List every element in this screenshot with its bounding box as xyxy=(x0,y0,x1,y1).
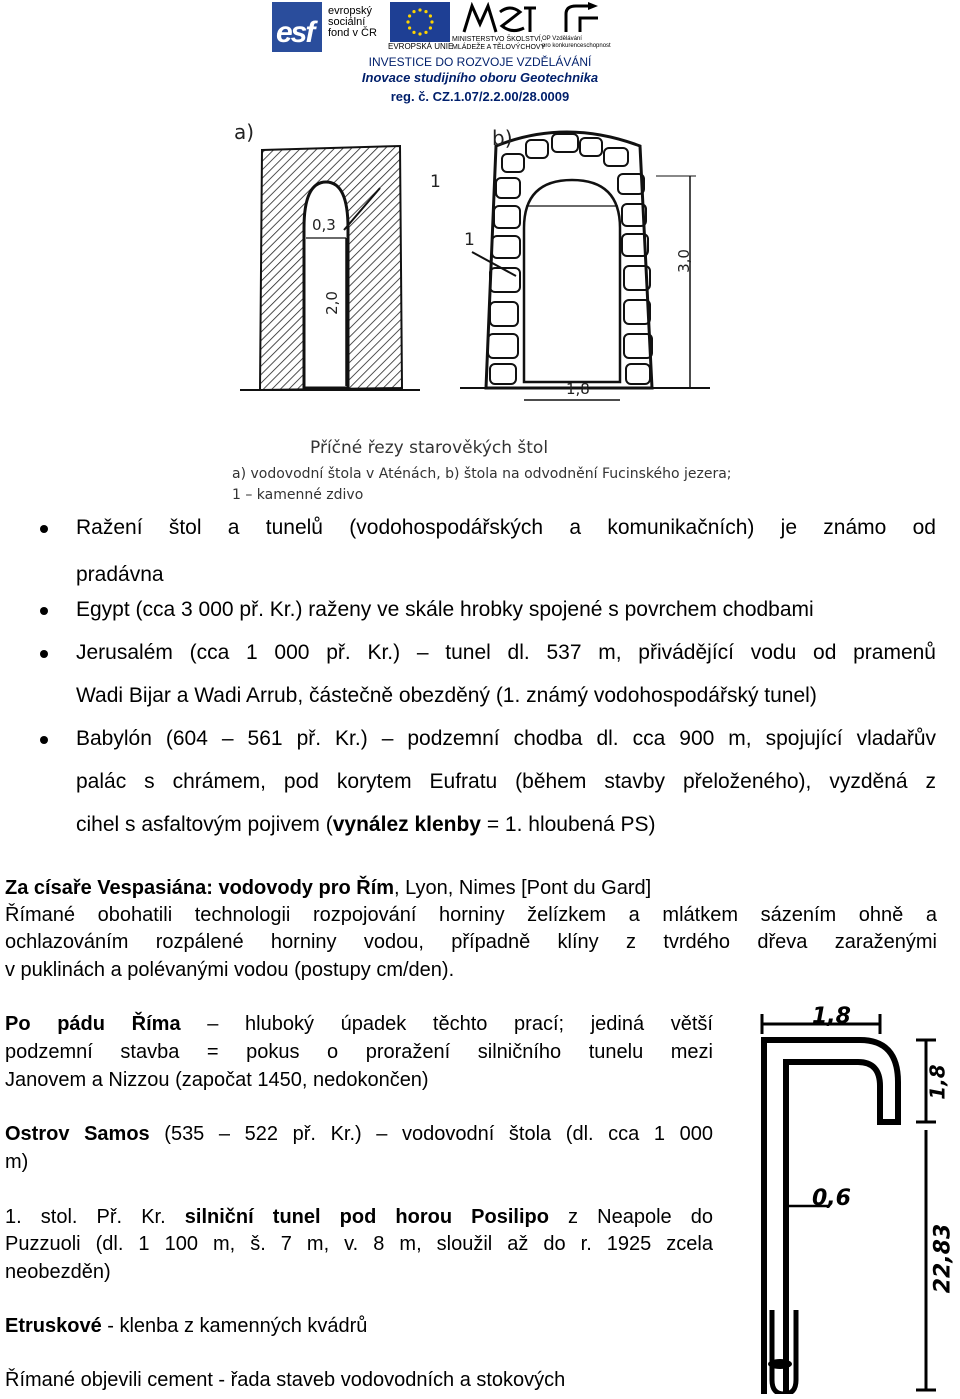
dim-inner-0-6: 0,6 xyxy=(812,1186,851,1211)
dim-0-3: 0,3 xyxy=(312,216,336,234)
paragraph-line: v puklinách a polévanými vodou (postupy cm/den). xyxy=(5,959,455,981)
eu-caption: EVROPSKÁ UNIE xyxy=(388,42,454,51)
figure-caption-title: Příčné řezy starověkých štol xyxy=(310,438,549,458)
paragraph-line: neobezděn) xyxy=(5,1261,111,1283)
bullet-icon xyxy=(40,736,48,744)
cross-section-drawing xyxy=(220,118,740,438)
dim-1-8: 1,8 xyxy=(566,380,590,398)
header xyxy=(0,0,960,112)
tunnel-profile-figure xyxy=(740,1004,960,1394)
paragraph-samos: Ostrov Samos (535 – 522 př. Kr.) – vodovodní štola (dl. cca 1 000 xyxy=(5,1123,714,1145)
label-1-a: 1 xyxy=(430,172,441,192)
dim-top-1-8: 1,8 xyxy=(812,1004,851,1029)
bullet-icon xyxy=(40,525,48,533)
label-a: a) xyxy=(234,120,255,144)
label-b: b) xyxy=(492,126,513,150)
dim-3-0: 3,0 xyxy=(674,249,693,273)
paragraph-line: Puzzuoli (dl. 1 100 m, š. 7 m, v. 8 m, sloužil až do r. 1925 zcela xyxy=(5,1233,713,1255)
paragraph-line: podzemní stavba = pokus o proražení silničního tunelu mezi xyxy=(5,1041,713,1063)
dim-2-0: 2,0 xyxy=(322,291,341,315)
project-line-1: INVESTICE DO ROZVOJE VZDĚLÁVÁNÍ xyxy=(368,55,592,69)
logo-strip xyxy=(272,2,617,54)
paragraph-line: Janovem a Nizzou (započat 1450, nedokončen) xyxy=(5,1069,429,1091)
paragraph-cement: Římané objevili cement - řada staveb vodovodních a stokových xyxy=(5,1369,566,1391)
op-caption: OP Vzdělávání pro konkurenceschopnost xyxy=(542,36,611,49)
bullet-icon xyxy=(40,650,48,658)
msmt-caption: MINISTERSTVO ŠKOLSTVÍ, MLÁDEŽE A TĚLOVÝCHOVY xyxy=(452,36,546,51)
paragraph-line: m) xyxy=(5,1151,29,1173)
dim-side-1-8: 1,8 xyxy=(925,1064,950,1100)
paragraph-fall-of-rome: Po pádu Říma – hluboký úpadek těchto prací; jediná větší xyxy=(5,1013,713,1035)
paragraph-rome-heading: Za císaře Vespasiána: vodovody pro Řím, Lyon, Nimes [Pont du Gard] xyxy=(5,877,652,899)
figure-caption-line-1: a) vodovodní štola v Aténách, b) štola na odvodnění Fucinského jezera; xyxy=(232,466,732,482)
paragraph-etruscans: Etruskové - klenba z kamenných kvádrů xyxy=(5,1315,368,1337)
figure-caption-line-2: 1 – kamenné zdivo xyxy=(232,487,364,503)
eu-flag-icon xyxy=(390,2,450,42)
project-reg-number: reg. č. CZ.1.07/2.2.00/28.0009 xyxy=(390,89,570,104)
paragraph-line: Římané obohatili technologii rozpojování horniny želízkem a mlátkem sázením ohně a xyxy=(5,904,937,926)
paragraph-posilipo: 1. stol. Př. Kr. silniční tunel pod horou Posilipo z Neapole do xyxy=(5,1206,713,1228)
paragraph-line: ochlazováním rozpálené horniny vodou, případně klíny z tvrdého dřeva zaraženými xyxy=(5,931,937,953)
project-line-2: Inovace studijního oboru Geotechnika xyxy=(361,70,599,85)
bullet-icon xyxy=(40,607,48,615)
op-logo-icon xyxy=(558,2,608,36)
esf-caption: evropský sociální fond v ČR xyxy=(328,5,377,39)
esf-logo xyxy=(272,2,322,52)
label-1-b: 1 xyxy=(464,230,475,250)
esf-logo-text: esf xyxy=(276,16,314,49)
msmt-logo-icon xyxy=(458,2,538,36)
dim-total: 22,83 xyxy=(930,1223,956,1294)
